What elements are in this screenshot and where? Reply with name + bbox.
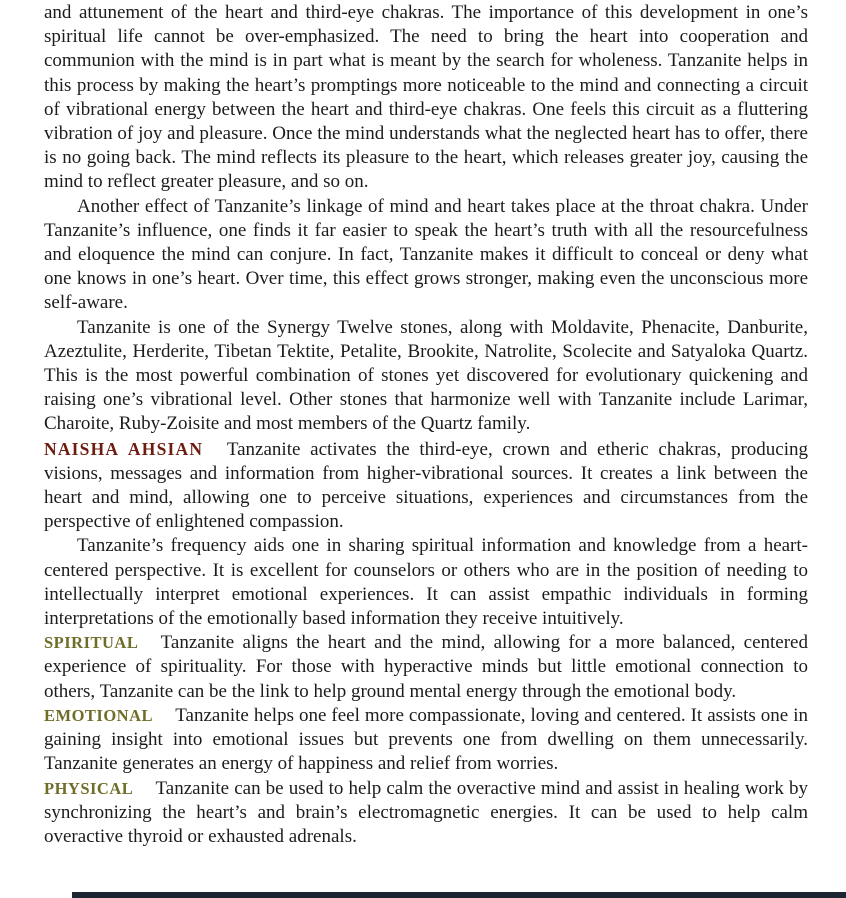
paragraph-throat-chakra: Another effect of Tanzanite’s linkage of mind and heart takes place at the throat chakra. Under Tanzanite’s influence, one finds it far easier to speak the heart’s truth with all the resourcefulness and eloquence the mind can conjure. In fact, Tanzanite makes it difficult to conceal or deny what one knows in one’s heart. Over time, this effect grows stronger, making even the unconscious more self-aware.: [44, 195, 808, 314]
section-naisha-ahsian: [44, 437, 808, 535]
author-heading: NAISHA AHSIAN: [44, 438, 204, 459]
physical-heading: PHYSICAL: [44, 778, 134, 798]
section-emotional: [44, 704, 808, 777]
text-column: [44, 1, 808, 849]
section-naisha-text: Tanzanite activates the third-eye, crown and etheric chakras, producing visions, messages and information from higher-vibrational sources. It creates a link between the heart and mind, allowing one to perceive situations, experiences and circumstances from the perspective of enlightened compassion.: [44, 438, 809, 533]
section-physical-text: Tanzanite can be used to help calm the overactive mind and assist in healing work by synchronizing the heart’s and brain’s electromagnetic energies. It can be used to help calm overactive thyroid or exhausted adrenals.: [44, 777, 808, 847]
section-physical: [44, 777, 808, 850]
spiritual-heading: SPIRITUAL: [44, 633, 139, 653]
section-spiritual: [44, 631, 808, 704]
section-emotional-text: Tanzanite helps one feel more compassionate, loving and centered. It assists one in gaining insight into emotional issues but prevents one from dwelling on them unnecessarily. Tanzanite generates an energy of happiness and relief from worries.: [44, 704, 808, 775]
paragraph-intro-continuation: and attunement of the heart and third-eye chakras. The importance of this development in one’s spiritual life cannot be over-emphasized. The need to bring the heart into cooperation and communion with the mind is in part what is meant by the search for wholeness. Tanzanite helps in this process by making the heart’s promptings more noticeable to the mind and connecting a circuit of vibrational energy between the heart and third-eye chakras. One feels this circuit as a fluttering vibration of joy and pleasure. Once the mind understands what the neglected heart has to offer, there is no going back. The mind reflects its pleasure to the heart, which releases greater joy, causing the mind to reflect greater pleasure, and so on.: [44, 2, 808, 193]
paragraph-synergy-twelve: Tanzanite is one of the Synergy Twelve stones, along with Moldavite, Phenacite, Danburite, Azeztulite, Herderite, Tibetan Tektite, Petalite, Brookite, Natrolite, Scolecite and Satyaloka Quartz. This is the most powerful combination of stones yet discovered for evolutionary quickening and raising one’s vibrational level. Other stones that harmonize well with Tanzanite include Larimar, Charoite, Ruby-Zoisite and most members of the Quartz family.: [44, 316, 808, 435]
page-footer-band: [72, 892, 846, 898]
emotional-heading: EMOTIONAL: [44, 705, 154, 725]
section-spiritual-text: Tanzanite aligns the heart and the mind, allowing for a more balanced, centered experience of spirituality. For those with hyperactive minds but little emotional connection to others, Tanzanite can be the link to help ground mental energy through the emotional body.: [44, 632, 808, 702]
paragraph-frequency: Tanzanite’s frequency aids one in sharing spiritual information and knowledge from a heart-centered perspective. It is excellent for counselors or others who are in the position of needing to intellectually interpret emotional experiences. It can assist empathic individuals in forming interpretations of the emotionally based information they receive intuitively.: [44, 535, 808, 630]
